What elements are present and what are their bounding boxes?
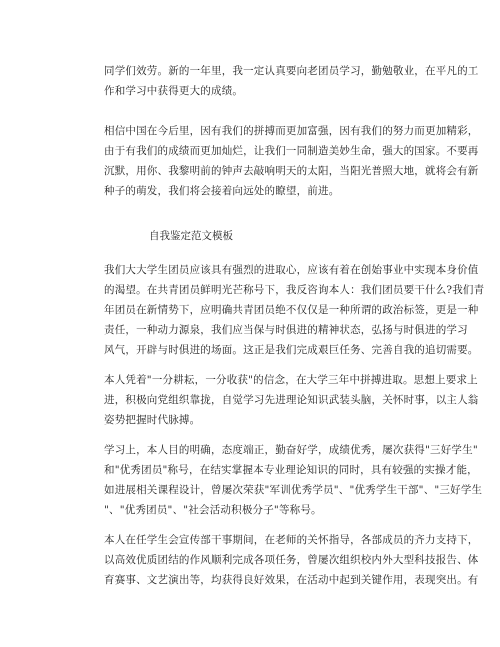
paragraph-study xyxy=(104,440,483,520)
text-line: "、"优秀团员"、"社会活动积极分子"等称号。 xyxy=(104,504,322,516)
text-line: 作和学习中获得更大的成绩。 xyxy=(104,85,244,97)
text-line: 以高效优质团结的作风顺利完成各项任务，曾屡次组织校内外大型科技报告、体 xyxy=(104,554,479,566)
text-line: 同学们效劳。新的一年里，我一定认真要向老团员学习，勤勉敬业，在平凡的工 xyxy=(104,65,479,77)
paragraph-closing-intro xyxy=(104,61,479,101)
text-line: 的渴望。在共青团员鲜明光芒称号下，我反咨询本人：我们团员要干什么?我们青 xyxy=(104,284,485,296)
section-heading: 自我鉴定范文模板 xyxy=(149,230,233,242)
paragraph-closing-vision xyxy=(104,121,479,201)
paragraph-progress xyxy=(104,260,485,360)
text-line: 责任，一种动力源泉，我们应当保与时俱进的精神状态，弘扬与时俱进的学习 xyxy=(104,324,468,336)
text-line: 我们大大学生团员应该具有强烈的进取心，应该有着在创始事业中实现本身价值 xyxy=(104,264,479,276)
text-line: 姿势把握时代脉搏。 xyxy=(104,414,201,426)
text-line: 育赛事、文艺演出等，均获得良好效果，在活动中起到关键作用，表现突出。有 xyxy=(104,574,479,586)
text-line: 沉默，用你、我黎明前的钟声去敲响明天的太阳，当阳光普照大地，就将会有新 xyxy=(104,165,479,177)
text-line: 风气，开辟与时俱进的场面。这正是我们完成艰巨任务、完善自我的追切需要。 xyxy=(104,344,479,356)
text-line: 如进展相关课程设计，曾屡次荣获"军训优秀学员"、"优秀学生干部"、"三好学生 xyxy=(104,484,483,496)
text-line: 和"优秀团员"称号，在结实掌握本专业理论知识的同时，具有较强的实操才能， xyxy=(104,464,478,476)
text-line: 本人凭着"一分耕耘，一分收获"的信念，在大学三年中拼搏进取。思想上要求上 xyxy=(104,374,478,386)
text-line: 种子的萌发，我们将会接着向远处的瞭望，前进。 xyxy=(104,185,340,197)
text-line: 本人在任学生会宣传部干事期间，在老师的关怀指导，各部成员的齐力支持下， xyxy=(104,534,479,546)
text-line: 相信中国在今后里，因有我们的拼搏而更加富强，因有我们的努力而更加精彩， xyxy=(104,125,479,137)
paragraph-belief xyxy=(104,370,479,430)
text-line: 学习上，本人目的明确，态度端正，勤奋好学，成绩优秀，屡次获得"三好学生" xyxy=(104,444,478,456)
text-line: 进，积极向党组织靠拢，自觉学习先进理论知识武装头脑，关怀时事，以主人翁 xyxy=(104,394,479,406)
paragraph-student-union xyxy=(104,530,479,590)
text-line: 年团员在新情势下，应明确共青团员绝不仅仅是一种所谓的政治标签，更是一种 xyxy=(104,304,479,316)
text-line: 由于有我们的成绩而更加灿烂，让我们一同制造美妙生命，强大的国家。不要再 xyxy=(104,145,479,157)
